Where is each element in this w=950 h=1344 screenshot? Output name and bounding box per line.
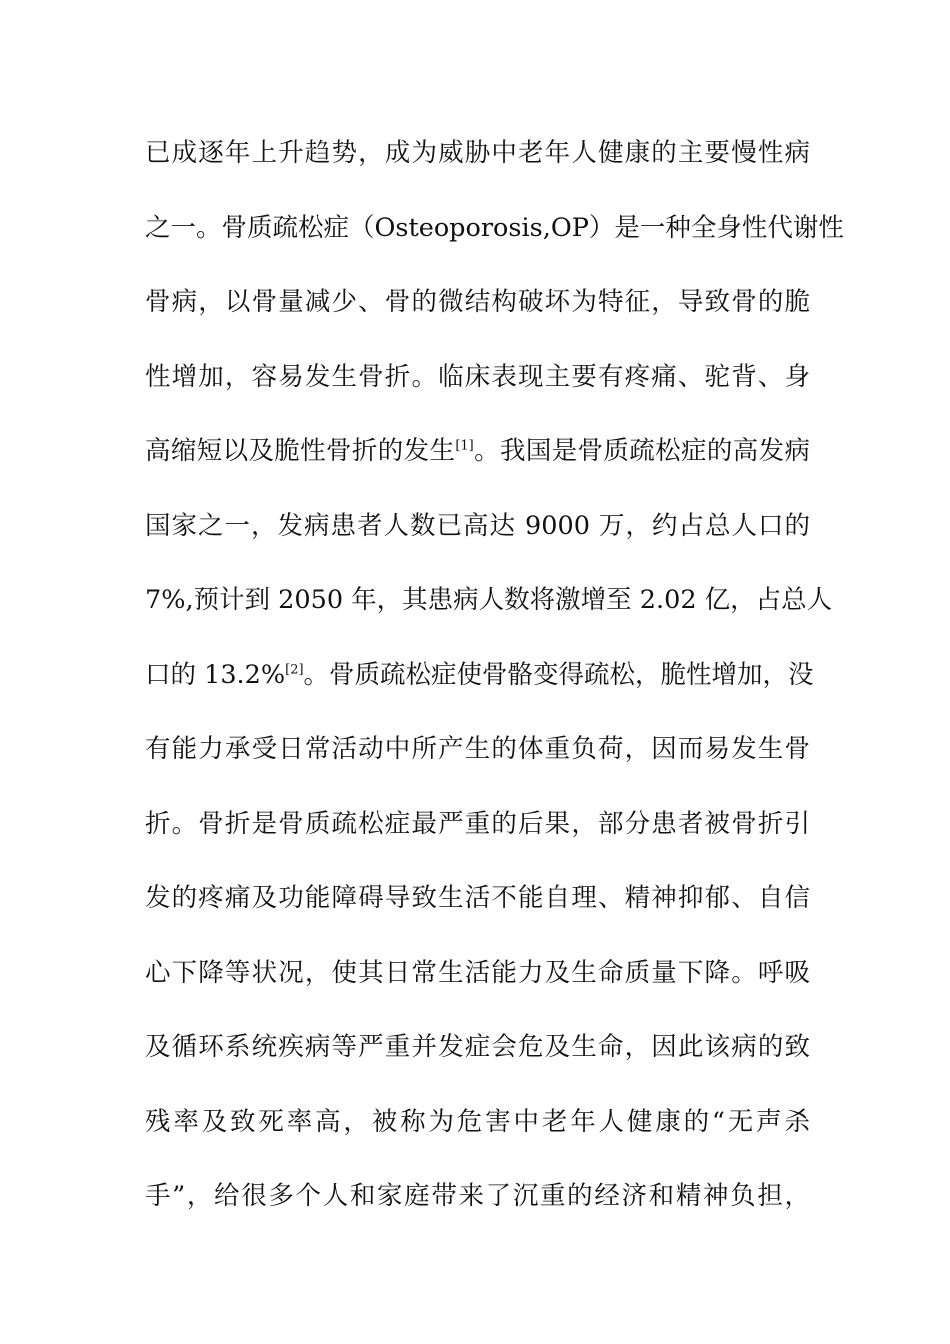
text-line-2: 之一。骨质疏松症（Osteoporosis,OP）是一种全身性代谢性 <box>145 212 844 243</box>
text-line-12: 心下降等状况，使其日常生活能力及生命质量下降。呼吸 <box>145 957 810 988</box>
text-line-8 <box>145 646 814 721</box>
text-line-15: 手”，给很多个人和家庭带来了沉重的经济和精神负担， <box>145 1181 810 1211</box>
text-line-13: 及循环系统疾病等严重并发症会危及生命，因此该病的致 <box>145 1032 810 1062</box>
text-line-5 <box>145 422 810 497</box>
text-line-9: 有能力承受日常活动中所产生的体重负荷，因而易发生骨 <box>145 734 810 764</box>
text-line-3: 骨病，以骨量减少、骨的微结构破坏为特征，导致骨的脆 <box>145 287 810 317</box>
citation-ref-2: [2] <box>285 662 304 677</box>
text-line-8-after: 。骨质疏松症使骨骼变得疏松，脆性增加，没 <box>303 659 814 690</box>
text-line-5-after: 。我国是骨质疏松症的高发病 <box>473 436 810 466</box>
text-line-5-before: 高缩短以及脆性骨折的发生 <box>145 436 456 466</box>
text-line-7: 7%,预计到 2050 年，其患病人数将激增至 2.02 亿，占总人 <box>145 585 833 615</box>
text-line-1: 已成逐年上升趋势，成为威胁中老年人健康的主要慢性病 <box>145 138 810 168</box>
text-line-14: 残率及致死率高，被称为危害中老年人健康的“无声杀 <box>145 1106 810 1137</box>
text-line-11: 发的疼痛及功能障碍导致生活不能自理、精神抑郁、自信 <box>145 883 810 913</box>
text-line-6: 国家之一，发病患者人数已高达 9000 万，约占总人口的 <box>145 510 810 541</box>
text-line-4: 性增加，容易发生骨折。临床表现主要有疼痛、驼背、身 <box>145 361 810 392</box>
citation-ref-1: [1] <box>455 438 474 454</box>
text-line-8-before: 口的 13.2% <box>145 659 286 690</box>
text-line-10: 折。骨折是骨质疏松症最严重的后果，部分患者被骨折引 <box>145 808 810 839</box>
body-paragraph <box>145 124 844 1242</box>
